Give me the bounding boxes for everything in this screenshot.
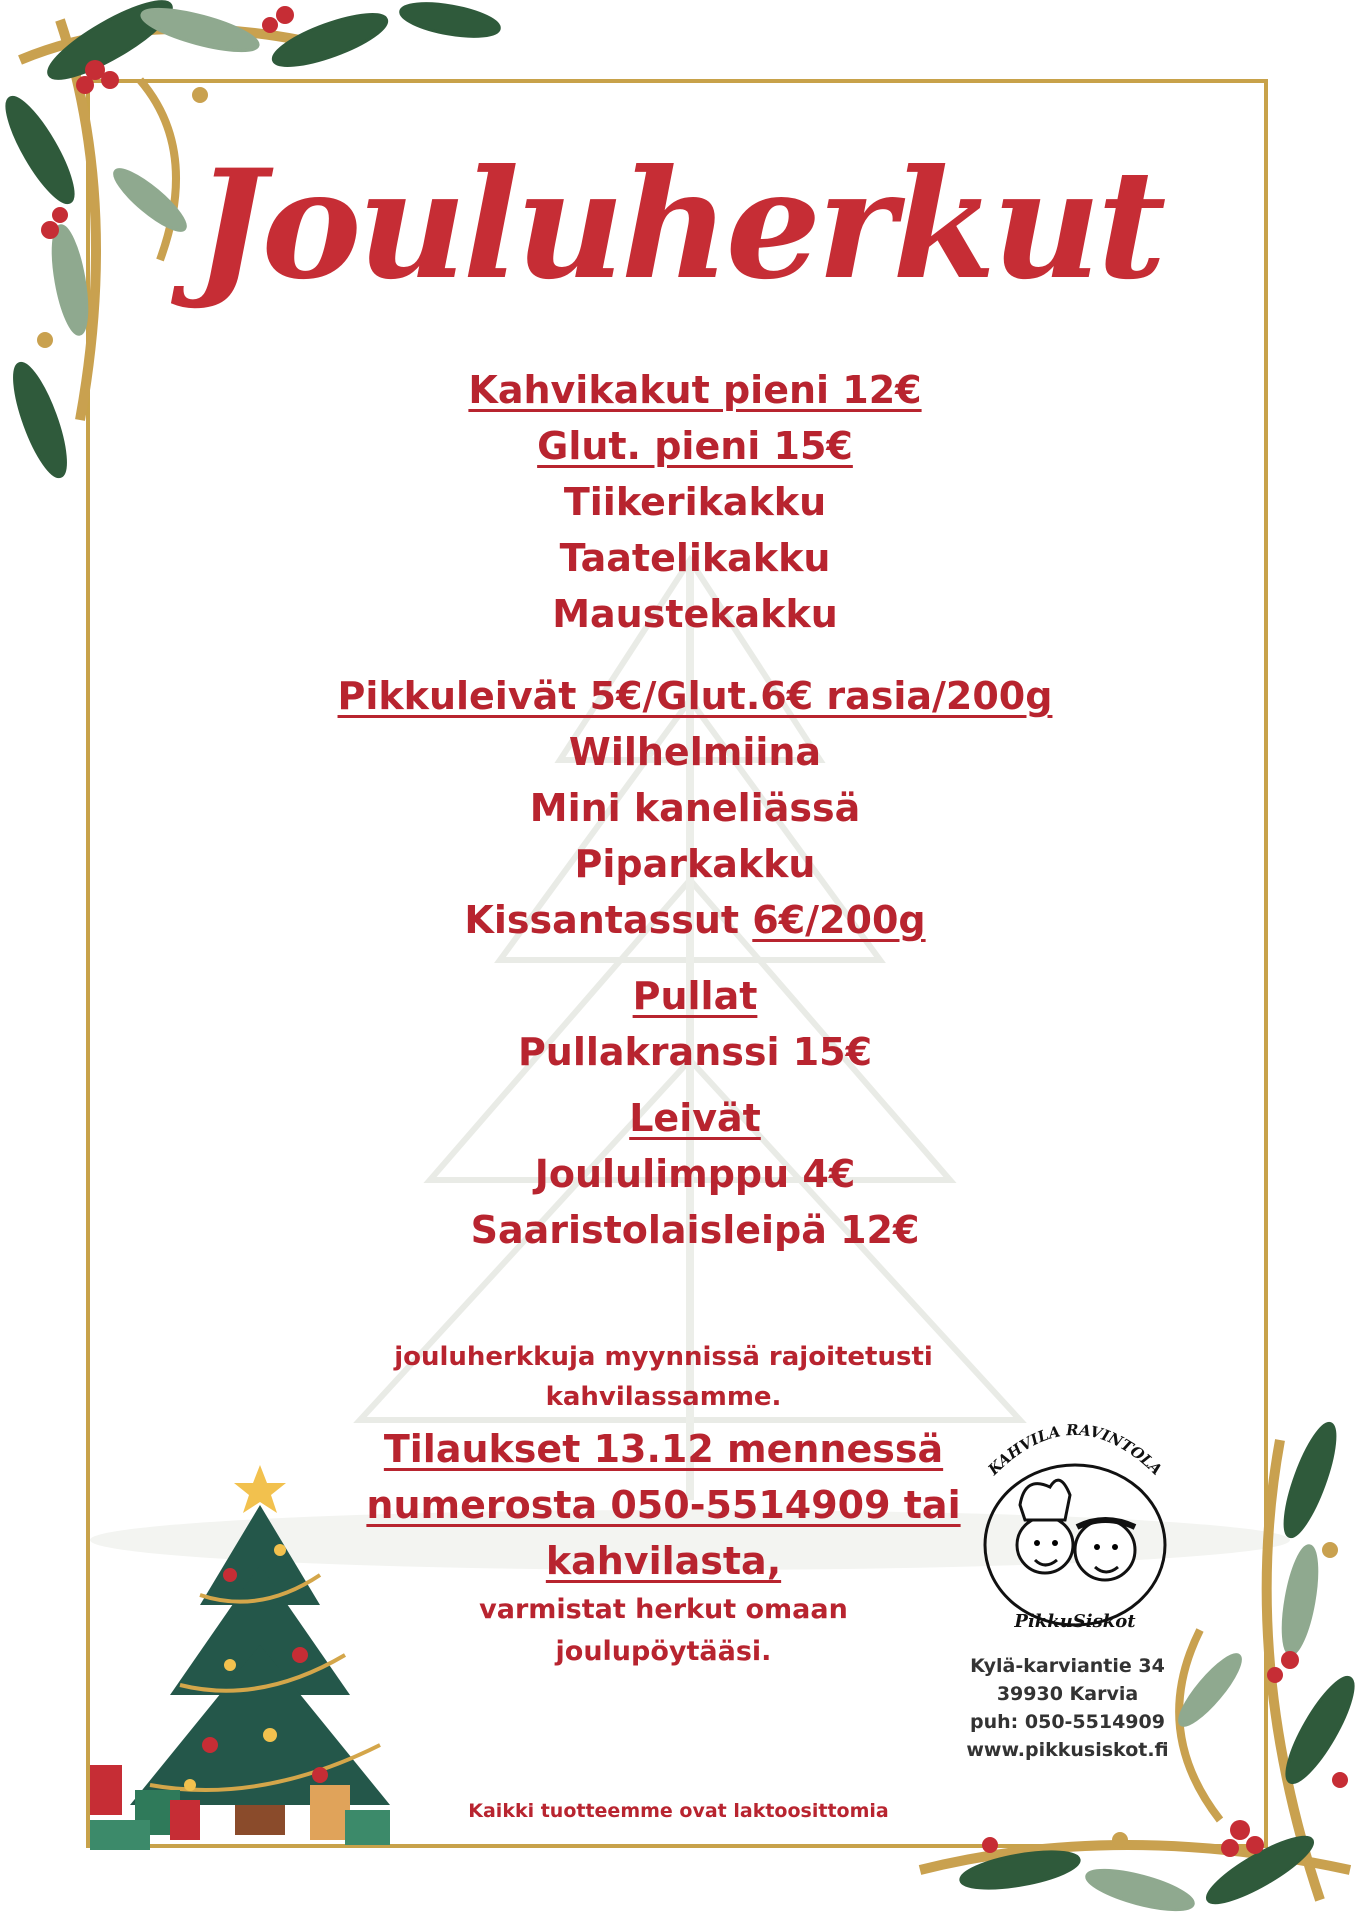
order-phone: numerosta 050-5514909 tai xyxy=(366,1483,961,1527)
section-heading-kahvikakut: Kahvikakut pieni 12€ xyxy=(468,368,922,412)
address-street: Kylä-karviantie 34 xyxy=(970,1655,1165,1677)
address-phone: puh: 050-5514909 xyxy=(970,1711,1165,1733)
section-heading-pikkuleivat: Pikkuleivät 5€/Glut.6€ rasia/200g xyxy=(337,674,1053,718)
menu-item: Tiikerikakku xyxy=(563,480,827,524)
menu-item: Taatelikakku xyxy=(559,536,831,580)
section-heading-glut: Glut. pieni 15€ xyxy=(537,424,853,468)
logo-name: PikkuSiskot xyxy=(1014,1611,1136,1632)
page-title: Jouluherkut xyxy=(194,137,1163,313)
notice-tail: joulupöytääsi. xyxy=(555,1636,772,1667)
notice-line: kahvilassamme. xyxy=(545,1382,782,1412)
menu-list xyxy=(0,362,1357,1258)
footer-note: Kaikki tuotteemme ovat laktoosittomia xyxy=(468,1800,889,1822)
section-heading-leivat: Leivät xyxy=(629,1096,761,1140)
notice-line: jouluherkkuja myynnissä rajoitetusti xyxy=(394,1342,933,1372)
menu-item: Pullakranssi 15€ xyxy=(517,1030,873,1074)
menu-item: Joululimppu 4€ xyxy=(534,1152,856,1196)
menu-item: Wilhelmiina xyxy=(568,730,822,774)
menu-item: Saaristolaisleipä 12€ xyxy=(470,1208,920,1252)
order-deadline: Tilaukset 13.12 mennessä xyxy=(383,1427,944,1471)
menu-item-price: 6€/200g xyxy=(752,898,926,942)
address-web: www.pikkusiskot.fi xyxy=(966,1739,1169,1761)
section-heading-pullat: Pullat xyxy=(632,974,758,1018)
menu-item: Maustekakku xyxy=(552,592,838,636)
address-city: 39930 Karvia xyxy=(996,1683,1139,1705)
notice-tail: varmistat herkut omaan xyxy=(479,1594,848,1625)
address-block xyxy=(960,1652,1175,1764)
logo-arc-text: KAHVILA RAVINTOLA xyxy=(984,1420,1166,1479)
order-cafe: kahvilasta, xyxy=(545,1539,782,1583)
order-notice xyxy=(0,1337,1357,1673)
menu-item: Mini kaneliässä xyxy=(529,786,861,830)
menu-item-name: Kissantassut xyxy=(464,898,740,942)
menu-item: Piparkakku xyxy=(574,842,816,886)
menu-item xyxy=(0,892,1357,948)
